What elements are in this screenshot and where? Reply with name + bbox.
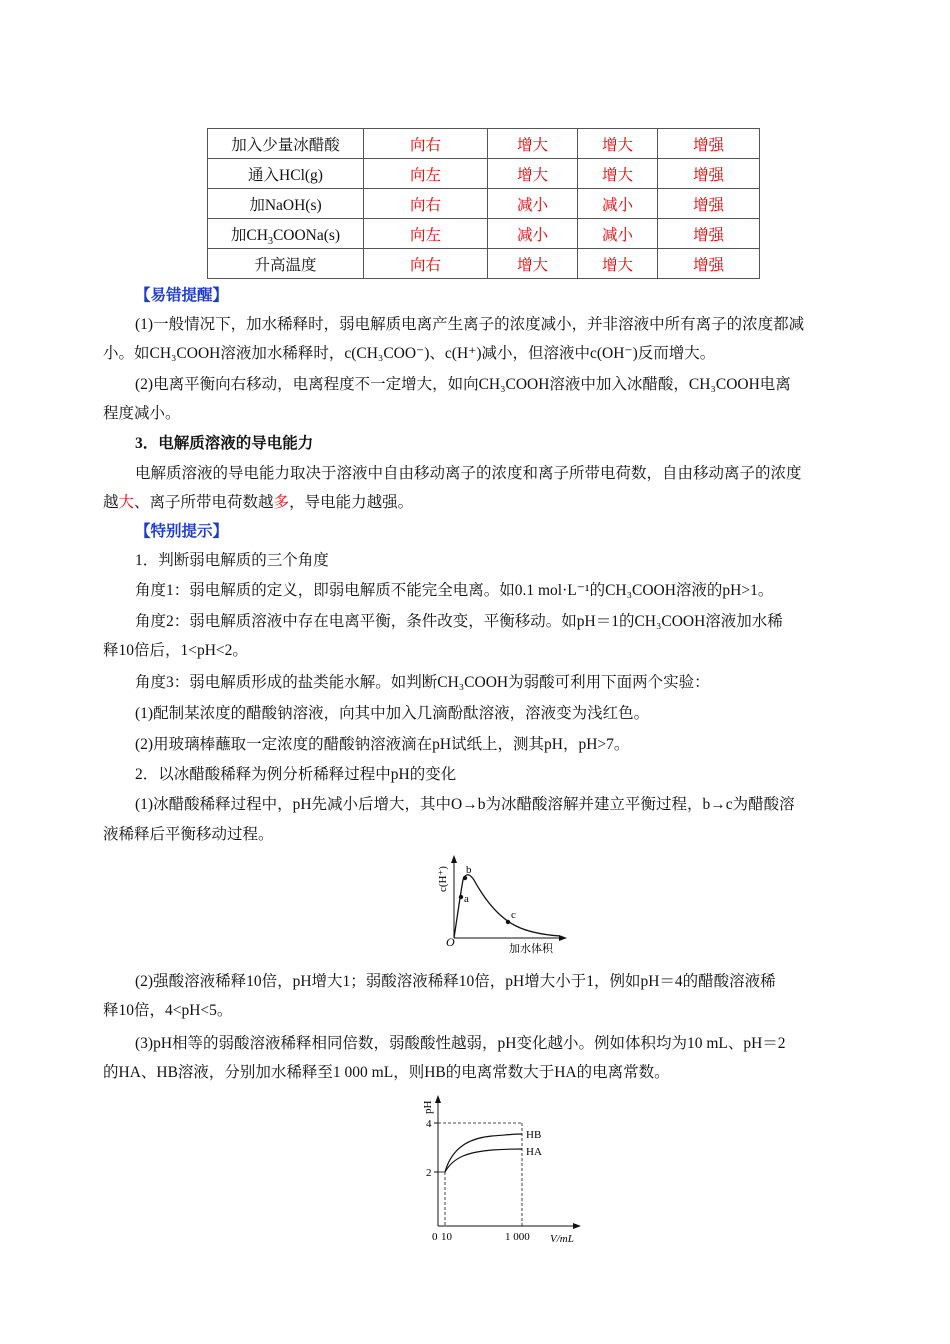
cell-condition: 通入HCl(g) xyxy=(208,159,364,189)
x-tick-label: 0 xyxy=(432,1231,438,1243)
paragraph-line: (1)冰醋酸稀释过程中，pH先减小后增大，其中O→b为冰醋酸溶解并建立平衡过程，b→c为醋酸溶 xyxy=(135,796,795,813)
paragraph-line: 小。如CH₃COOH溶液加水稀释时，c(CH₃COO⁻)、c(H⁺)减小，但溶液中c(OH⁻)反而增大。 xyxy=(103,345,716,362)
cell-condition: 升高温度 xyxy=(208,249,364,279)
paragraph-line: (1)一般情况下，加水稀释时，弱电解质电离产生离子的浓度减小，并非溶液中所有离子的浓度都减 xyxy=(135,316,805,333)
series-hb-label: HB xyxy=(526,1129,542,1141)
cell-conductivity: 增强 xyxy=(658,249,760,279)
paragraph-line: (2)电离平衡向右移动，电离程度不一定增大，如向CH₃COOH溶液中加入冰醋酸，CH₃COOH电离 xyxy=(135,376,791,393)
cell-value: 增大 xyxy=(578,249,658,279)
y-axis-label: pH xyxy=(422,1100,434,1114)
paragraph-line: 角度2：弱电解质溶液中存在电离平衡，条件改变，平衡移动。如pH＝1的CH₃COOH溶液加水稀 xyxy=(135,613,783,630)
cell-value: 减小 xyxy=(488,219,578,249)
tip-heading-common-errors: 【易错提醒】 xyxy=(135,287,229,304)
figure-ph-dilution xyxy=(412,1092,592,1247)
x-axis-label: V/mL xyxy=(550,1233,574,1245)
paragraph-line: 角度1：弱电解质的定义，即弱电解质不能完全电离。如0.1 mol·L⁻¹的CH₃COOH溶液的pH>1。 xyxy=(135,582,774,599)
cell-value: 增大 xyxy=(488,129,578,159)
equilibrium-table xyxy=(207,128,760,279)
cell-value: 增大 xyxy=(488,249,578,279)
y-tick-label: 4 xyxy=(426,1118,432,1130)
cell-condition: 加NaOH(s) xyxy=(208,189,364,219)
x-tick-label: 1 000 xyxy=(505,1231,530,1243)
cell-value: 减小 xyxy=(488,189,578,219)
x-tick-label: 10 xyxy=(441,1231,452,1243)
paragraph-line: 的HA、HB溶液，分别加水稀释至1 000 mL，则HB的电离常数大于HA的电离常数。 xyxy=(103,1064,670,1081)
series-ha-label: HA xyxy=(526,1146,542,1158)
point-b-marker xyxy=(463,876,467,880)
section-title: 3．电解质溶液的导电能力 xyxy=(135,435,314,452)
paragraph-line: 1．判断弱电解质的三个角度 xyxy=(135,552,329,569)
y-axis-label: c(H⁺) xyxy=(437,866,449,892)
point-a-label: a xyxy=(464,893,469,905)
x-axis-label: 加水体积 xyxy=(509,943,553,955)
point-a-marker xyxy=(459,895,463,899)
tip-heading-special-notes: 【特别提示】 xyxy=(135,523,229,540)
series-ha-line xyxy=(445,1149,522,1172)
cell-conductivity: 增强 xyxy=(658,219,760,249)
cell-direction: 向右 xyxy=(364,249,488,279)
cell-direction: 向右 xyxy=(364,129,488,159)
cell-value: 减小 xyxy=(578,219,658,249)
paragraph-line: 角度3：弱电解质形成的盐类能水解。如判断CH₃COOH为弱酸可利用下面两个实验： xyxy=(135,674,710,691)
cell-condition: 加入少量冰醋酸 xyxy=(208,129,364,159)
cell-value: 增大 xyxy=(578,129,658,159)
paragraph-line: 释10倍后，1<pH<2。 xyxy=(103,642,248,659)
table-row xyxy=(208,189,760,219)
paragraph-line: 越大、离子所带电荷数越多，导电能力越强。 xyxy=(103,494,414,511)
paragraph-line: (3)pH相等的弱酸溶液稀释相同倍数，弱酸酸性越弱，pH变化越小。例如体积均为10 mL、pH＝2 xyxy=(135,1035,786,1052)
point-c-marker xyxy=(506,920,510,924)
cell-direction: 向左 xyxy=(364,159,488,189)
cell-direction: 向右 xyxy=(364,189,488,219)
cell-value: 增大 xyxy=(578,159,658,189)
cell-direction: 向左 xyxy=(364,219,488,249)
table-row xyxy=(208,129,760,159)
point-c-label: c xyxy=(511,909,516,921)
origin-label: O xyxy=(446,935,455,949)
paragraph-line: (2)用玻璃棒蘸取一定浓度的醋酸钠溶液滴在pH试纸上，测其pH，pH>7。 xyxy=(135,736,630,753)
table-row xyxy=(208,159,760,189)
cell-conductivity: 增强 xyxy=(658,189,760,219)
cell-conductivity: 增强 xyxy=(658,159,760,189)
cell-value: 增大 xyxy=(488,159,578,189)
paragraph-line: 电解质溶液的导电能力取决于溶液中自由移动离子的浓度和离子所带电荷数，自由移动离子的浓度 xyxy=(135,465,802,482)
cell-value: 减小 xyxy=(578,189,658,219)
table-row xyxy=(208,249,760,279)
cell-conductivity: 增强 xyxy=(658,129,760,159)
paragraph-line: (1)配制某浓度的醋酸钠溶液，向其中加入几滴酚酞溶液，溶液变为浅红色。 xyxy=(135,705,650,722)
series-hb-line xyxy=(445,1134,522,1172)
table-row xyxy=(208,219,760,249)
cell-condition: 加$CH_3COONa(s)$ xyxy=(208,219,364,249)
point-b-label: b xyxy=(466,864,472,876)
paragraph-line: 程度减小。 xyxy=(103,405,181,422)
figure-dilution-curve xyxy=(420,852,570,960)
y-tick-label: 2 xyxy=(426,1167,432,1179)
paragraph-line: (2)强酸溶液稀释10倍，pH增大1；弱酸溶液稀释10倍，pH增大小于1，例如pH＝4的醋酸溶液稀 xyxy=(135,973,776,990)
paragraph-line: 液稀释后平衡移动过程。 xyxy=(103,826,274,843)
paragraph-line: 2．以冰醋酸稀释为例分析稀释过程中pH的变化 xyxy=(135,766,457,783)
paragraph-line: 释10倍，4<pH<5。 xyxy=(103,1002,233,1019)
